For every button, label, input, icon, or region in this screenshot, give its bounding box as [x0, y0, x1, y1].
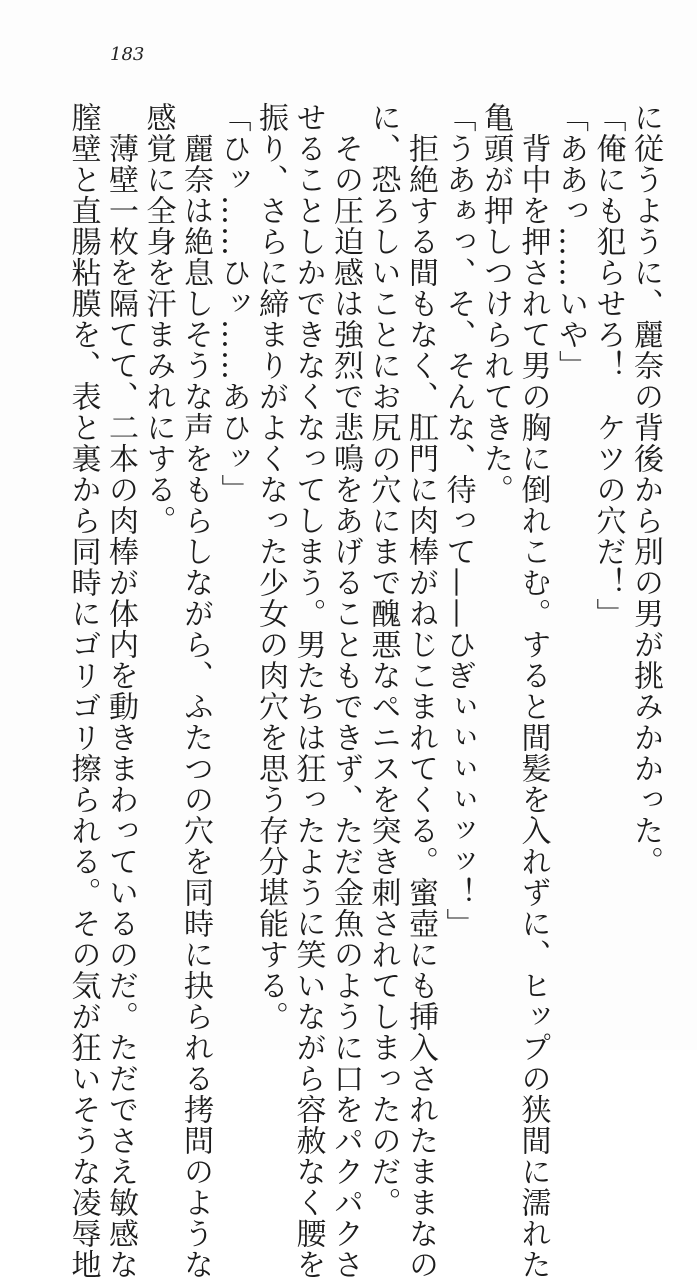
- text-line: 麗奈は絶息しそうな声をもらしながら、ふたつの穴を同時に抉られる拷問のような: [178, 102, 213, 1280]
- text-line: 「うあぁっ、そ、そんな、待って——ひぎぃぃぃぃッッ！」: [440, 102, 476, 939]
- text-line: 膣壁と直腸粘膜を、表と裏から同時にゴリゴリ擦られる。その気が狂いそうな凌辱地: [65, 102, 101, 1280]
- text-line: 拒絶する間もなく、肛門に肉棒がねじこまれてくる。蜜壺にも挿入されたままなの: [403, 102, 438, 1280]
- text-line: 薄壁一枚を隔てて、二本の肉棒が体内を動きまわっているのだ。ただでさえ敏感な: [103, 102, 138, 1280]
- body-text: [65, 102, 664, 1280]
- text-line: 振り、さらに締まりがよくなった少女の肉穴を思う存分堪能する。: [253, 102, 288, 1032]
- text-line: 背中を押されて男の胸に倒れこむ。すると間髪を入れずに、ヒップの狭間に濡れた: [515, 102, 551, 1280]
- text-line: に従うように、麗奈の背後から別の男が挑みかかった。: [628, 102, 663, 877]
- text-line: その圧迫感は強烈で悲鳴をあげることもできず、ただ金魚のように口をパクパクさ: [328, 102, 363, 1280]
- text-line: に、恐ろしいことにお尻の穴にまで醜悪なペニスを突き刺されてしまったのだ。: [365, 102, 401, 1218]
- text-line: 感覚に全身を汗まみれにする。: [140, 102, 176, 536]
- page-number: 183: [110, 44, 145, 65]
- text-line: 亀頭が押しつけられてきた。: [478, 102, 513, 505]
- text-line: 「ああっ……いや」: [553, 102, 588, 381]
- text-line: せることしかできなくなってしまう。男たちは狂ったように笑いながら容赦なく腰を: [290, 102, 326, 1280]
- text-line: 「俺にも犯らせろ！ ケツの穴だ！」: [590, 102, 626, 629]
- text-line: 「ひッ……ひッ……あひッ」: [215, 102, 251, 505]
